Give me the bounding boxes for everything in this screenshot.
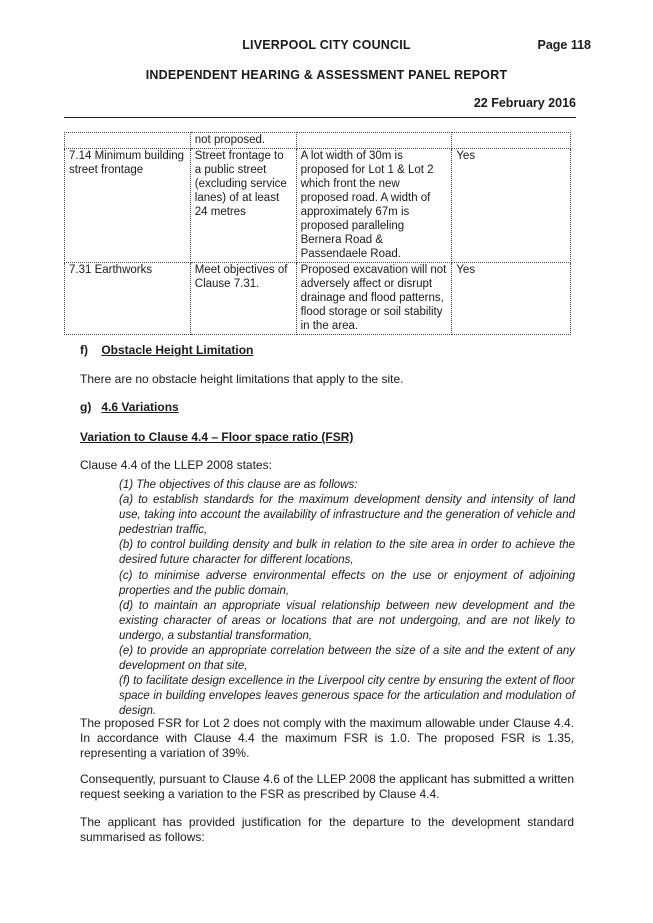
requirement-cell: not proposed. <box>190 133 296 149</box>
variation-heading: Variation to Clause 4.4 – Floor space ratio (FSR) <box>80 430 354 444</box>
proposal-cell <box>296 133 452 149</box>
complies-cell: Yes <box>452 263 571 335</box>
objective-item: (e) to provide an appropriate correlation between the size of a site and the extent of any development on that site, <box>119 645 575 673</box>
clause-objectives <box>119 478 575 720</box>
report-date: 22 February 2016 <box>473 96 576 110</box>
objective-item: (f) to facilitate design excellence in the Liverpool city centre by ensuring the extent of floor space in building envelopes leaves generous space for the articulation and modulation of design. <box>119 675 575 718</box>
provision-cell <box>65 133 191 149</box>
proposal-cell: A lot width of 30m is proposed for Lot 1 & Lot 2 which front the new proposed road. A width of approximately 67m is proposed paralleling Bernera Road & Passendaele Road. <box>296 149 452 263</box>
section-title: Obstacle Height Limitation <box>101 343 254 357</box>
objective-item: (d) to maintain an appropriate visual relationship between new development and the existing character of areas or locations that are not undergoing, and are not likely to undergo, a substantial transformation, <box>119 599 575 642</box>
provision-cell: 7.14 Minimum building street frontage <box>65 149 191 263</box>
clause-intro: Clause 4.4 of the LLEP 2008 states: <box>80 458 272 472</box>
table-row <box>65 133 571 149</box>
requirement-cell: Street frontage to a public street (excluding service lanes) of at least 24 metres <box>190 149 296 263</box>
objective-item: (b) to control building density and bulk in relation to the site area in order to achieve the desired future character for different locations, <box>119 539 575 567</box>
page-number: Page 118 <box>537 38 591 52</box>
section-number: g) <box>80 400 92 414</box>
consequently-paragraph: Consequently, pursuant to Clause 4.6 of the LLEP 2008 the applicant has submitted a written request seeking a variation to the FSR as prescribed by Clause 4.4. <box>80 772 574 801</box>
complies-cell <box>452 133 571 149</box>
fsr-paragraph: The proposed FSR for Lot 2 does not comply with the maximum allowable under Clause 4.4. In accordance with Clause 4.4 the maximum FSR is 1.0. The proposed FSR is 1.35, representing a variation of 39%. <box>80 716 574 760</box>
requirement-cell: Meet objectives of Clause 7.31. <box>190 263 296 335</box>
proposal-cell: Proposed excavation will not adversely affect or disrupt drainage and flood patterns, flood storage or soil stability in the area. <box>296 263 452 335</box>
complies-cell: Yes <box>452 149 571 263</box>
objective-item: (c) to minimise adverse environmental effects on the use or enjoyment of adjoining properties and the public domain, <box>119 569 575 597</box>
objective-item: (a) to establish standards for the maximum development density and intensity of land use, taking into account the availability of infrastructure and the generation of vehicle and pedestrian traffic, <box>119 494 575 537</box>
council-name: LIVERPOOL CITY COUNCIL <box>242 38 411 52</box>
section-number: f) <box>80 343 88 357</box>
table-row <box>65 149 571 263</box>
objective-item: (1) The objectives of this clause are as follows: <box>119 479 358 491</box>
section-g-heading <box>80 400 179 414</box>
provision-cell: 7.31 Earthworks <box>65 263 191 335</box>
section-title: 4.6 Variations <box>101 400 179 414</box>
justification-paragraph: The applicant has provided justification for the departure to the development standard summarised as follows: <box>80 815 574 844</box>
header-divider <box>64 117 576 118</box>
report-title: INDEPENDENT HEARING & ASSESSMENT PANEL REPORT <box>145 68 508 82</box>
obstacle-text: There are no obstacle height limitations that apply to the site. <box>80 372 404 386</box>
compliance-table <box>64 132 571 335</box>
section-f-heading <box>80 343 253 357</box>
table-row <box>65 263 571 335</box>
